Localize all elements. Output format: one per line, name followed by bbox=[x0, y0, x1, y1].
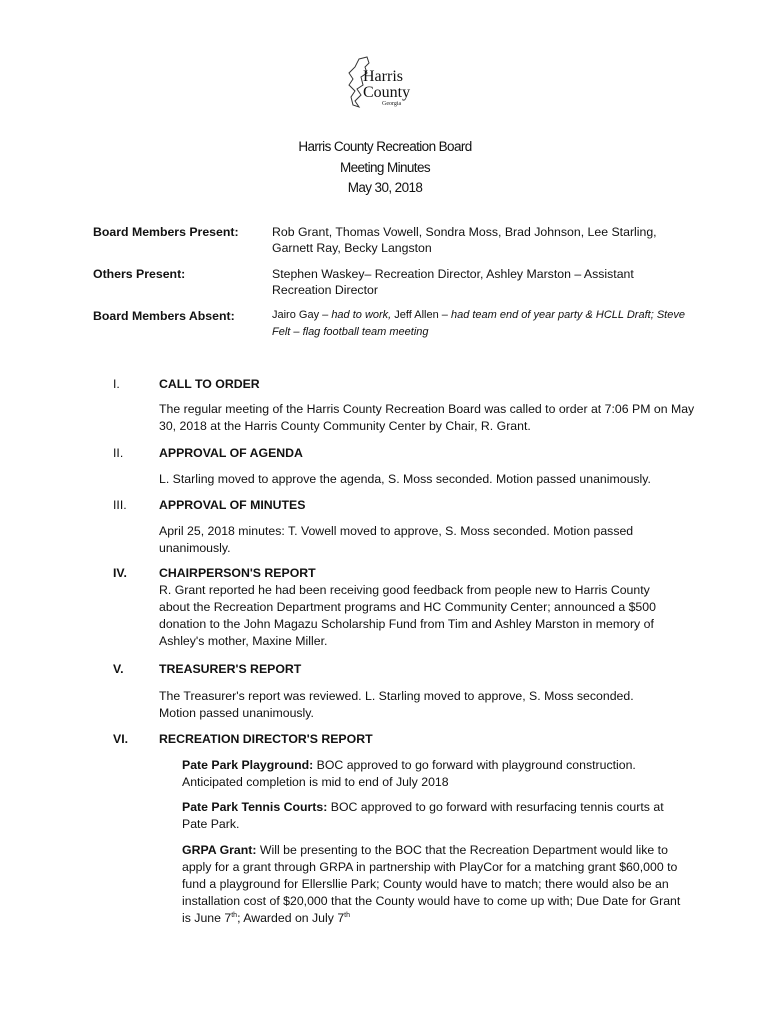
section-4-heading: CHAIRPERSON'S REPORT bbox=[159, 566, 316, 580]
harris-county-logo bbox=[345, 55, 425, 111]
section-4-text: R. Grant reported he had been receiving good feedback from people new to Harris County about the Recreation Department programs and HC Community Center; announced a $500 donation to the John Magazu Scholarship Fund from Tim and Ashley Marston in memory of Ashley's mother, Maxine Miller. bbox=[159, 583, 656, 648]
absent-name-1: Jairo Gay – bbox=[272, 309, 332, 321]
section-5-text: The Treasurer's report was reviewed. L. Starling moved to approve, S. Moss seconded. Motion passed unanimously. bbox=[159, 689, 634, 720]
present-value: Rob Grant, Thomas Vowell, Sondra Moss, Brad Johnson, Lee Starling, Garnett Ray, Becky Langston bbox=[272, 225, 657, 255]
logo-text-georgia: Georgia bbox=[382, 101, 402, 107]
others-label: Others Present: bbox=[93, 267, 186, 281]
report-item-playground bbox=[182, 757, 672, 791]
section-5-number: V. bbox=[113, 662, 124, 676]
section-3-heading: APPROVAL OF MINUTES bbox=[159, 498, 306, 512]
absent-reason-1: had to work, bbox=[331, 309, 395, 321]
absent-reason-2: had team end of year party & HCLL Draft; Steve Felt – flag football team meeting bbox=[272, 309, 685, 338]
absent-value bbox=[272, 307, 692, 341]
absent-name-2: Jeff Allen – bbox=[394, 309, 451, 321]
report-item-grant-title: GRPA Grant: bbox=[182, 843, 257, 857]
section-1-heading: CALL TO ORDER bbox=[159, 377, 260, 391]
document-date: May 30, 2018 bbox=[347, 180, 423, 195]
present-label: Board Members Present: bbox=[93, 225, 239, 239]
report-item-tennis-title: Pate Park Tennis Courts: bbox=[182, 800, 328, 814]
report-item-tennis-text: BOC approved to go forward with resurfacing tennis courts at Pate Park. bbox=[182, 800, 664, 831]
section-6-heading: RECREATION DIRECTOR'S REPORT bbox=[159, 732, 373, 746]
document-title: Harris County Recreation Board bbox=[298, 139, 472, 154]
report-item-grant-text-2: ; Awarded on July 7 bbox=[237, 911, 345, 925]
report-item-playground-title: Pate Park Playground: bbox=[182, 758, 314, 772]
section-2-heading: APPROVAL OF AGENDA bbox=[159, 446, 303, 460]
document-subtitle: Meeting Minutes bbox=[339, 160, 431, 175]
section-3-text: April 25, 2018 minutes: T. Vowell moved to approve, S. Moss seconded. Motion passed unanimously. bbox=[159, 524, 634, 555]
section-5-heading: TREASURER'S REPORT bbox=[159, 662, 302, 676]
report-item-grant bbox=[182, 842, 692, 927]
absent-label: Board Members Absent: bbox=[93, 309, 235, 323]
report-item-playground-text: BOC approved to go forward with playground construction. Anticipated completion is mid to end of July 2018 bbox=[182, 758, 636, 789]
section-1-number: I. bbox=[113, 377, 120, 391]
others-value: Stephen Waskey– Recreation Director, Ashley Marston – Assistant Recreation Director bbox=[272, 267, 634, 297]
section-1-text: The regular meeting of the Harris County Recreation Board was called to order at 7:06 PM on May 30, 2018 at the Harris County Community Center by Chair, R. Grant. bbox=[159, 402, 695, 433]
logo-text-county: County bbox=[363, 84, 411, 101]
section-2-text: L. Starling moved to approve the agenda, S. Moss seconded. Motion passed unanimously. bbox=[159, 472, 651, 486]
section-6-number: VI. bbox=[113, 732, 129, 746]
superscript-th-1: th bbox=[231, 911, 238, 919]
section-2-number: II. bbox=[113, 446, 124, 460]
section-4-number: IV. bbox=[113, 566, 127, 580]
report-item-grant-text: Will be presenting to the BOC that the Recreation Department would like to apply for a grant through GRPA in partnership with PlayCor for a matching grant $60,000 to fund a playground for Ellersllie Park; County would have to match; there would also be an installation cost of $20,000 that the County would have to come up with; Due Date for Grant is June 7 bbox=[182, 843, 681, 925]
logo-text-harris: Harris bbox=[363, 68, 403, 85]
superscript-th-2: th bbox=[344, 911, 351, 919]
report-item-tennis bbox=[182, 799, 682, 833]
section-3-number: III. bbox=[113, 498, 127, 512]
